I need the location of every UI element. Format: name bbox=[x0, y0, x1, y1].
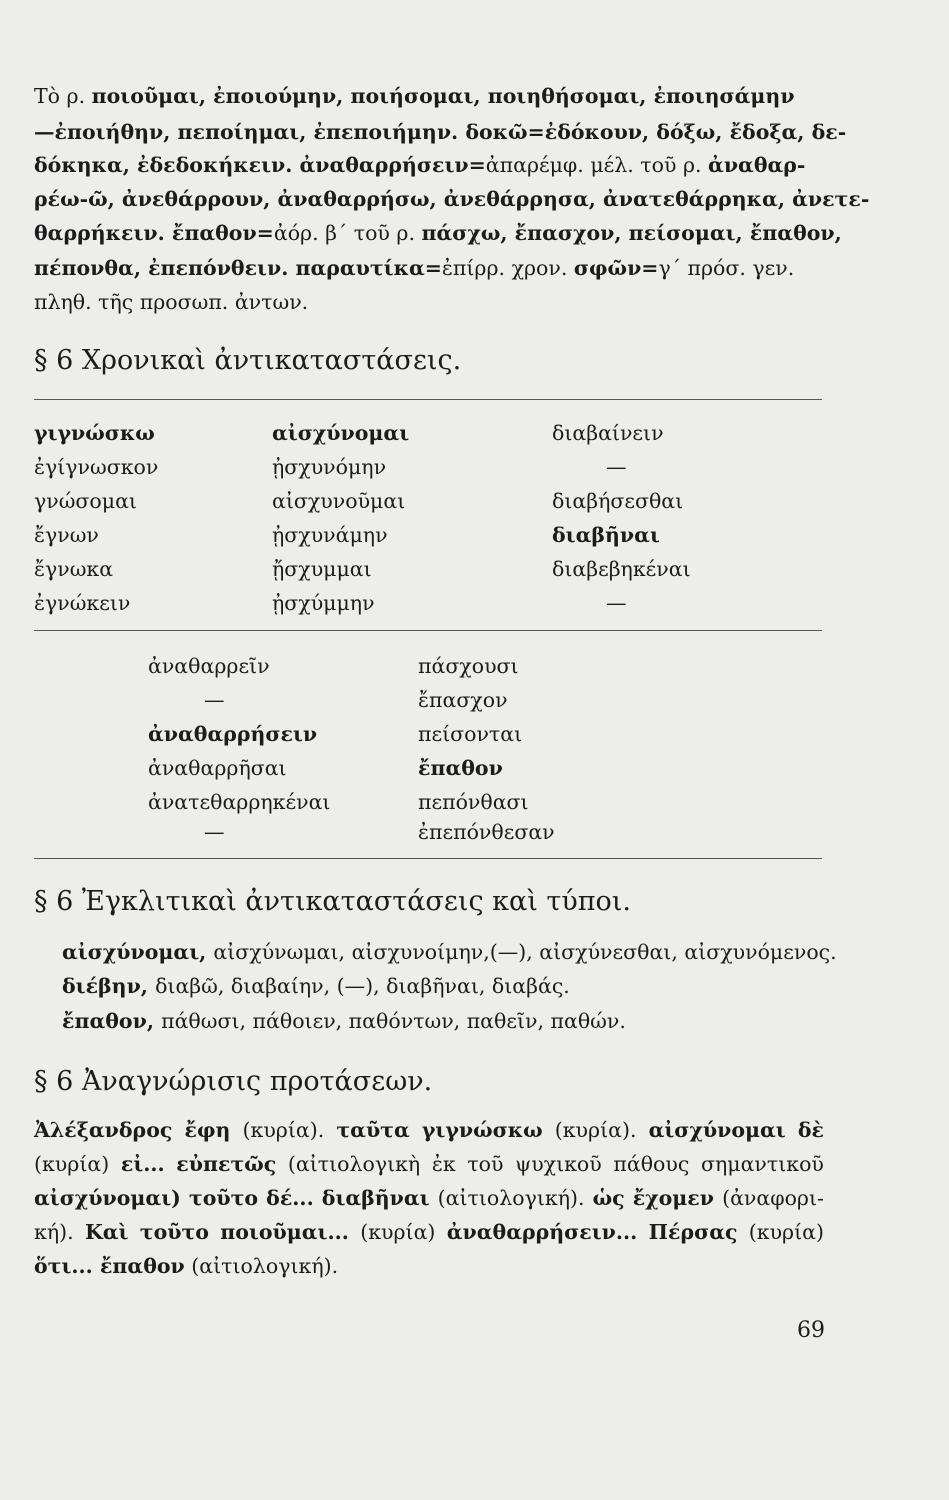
table-cell: ἀναθαρρεῖν bbox=[148, 654, 270, 678]
mood-forms-line: αἰσχύνομαι, αἰσχύνωμαι, αἰσχυνοίμην,(—), αἰσχύνεσθαι, αἰσχυνόμενος. bbox=[62, 940, 837, 964]
table-cell-dash: — bbox=[204, 820, 225, 844]
sentence-analysis-line: αἰσχύνομαι) τοῦτο δέ... διαβῆναι (αἰτιολογική). ὡς ἔχομεν (ἀναφορι- bbox=[34, 1186, 824, 1210]
table-cell: ἀνατεθαρρηκέναι bbox=[148, 790, 331, 814]
table-cell: διαβαίνειν bbox=[552, 421, 664, 445]
table-cell-dash: — bbox=[606, 591, 627, 615]
intro-line: πληθ. τῆς προσωπ. ἀντων. bbox=[34, 290, 309, 314]
sentence-analysis-line: (κυρία) εἰ... εὐπετῶς (αἰτιολογικὴ ἐκ τοῦ ψυχικοῦ πάθους σημαντικοῦ bbox=[34, 1152, 824, 1176]
table-cell-dash: — bbox=[204, 688, 225, 712]
table-cell: ἀναθαρρήσειν bbox=[148, 722, 318, 746]
sentence-analysis-line: κή). Καὶ τοῦτο ποιοῦμαι... (κυρία) ἀναθαρρήσειν... Πέρσας (κυρία) bbox=[34, 1220, 824, 1244]
table-cell: πάσχουσι bbox=[418, 654, 519, 678]
table-cell-dash: — bbox=[606, 455, 627, 479]
table-cell: διαβήσεσθαι bbox=[552, 489, 684, 513]
intro-line: πέπονθα, ἐπεπόνθειν. παραυτίκα=ἐπίρρ. χρον. σφῶν=γ΄ πρόσ. γεν. bbox=[34, 256, 795, 280]
mood-forms-line: ἔπαθον, πάθωσι, πάθοιεν, παθόντων, παθεῖν, παθών. bbox=[62, 1009, 626, 1033]
divider bbox=[34, 630, 822, 631]
table-cell: ἔγνων bbox=[34, 523, 99, 547]
sentence-analysis-line: Ἀλέξανδρος ἔφη (κυρία). ταῦτα γιγνώσκω (κυρία). αἰσχύνομαι δὲ bbox=[34, 1118, 824, 1142]
table-cell: διαβῆναι bbox=[552, 523, 660, 547]
table-cell: ἀναθαρρῆσαι bbox=[148, 756, 287, 780]
table-cell: γνώσομαι bbox=[34, 489, 137, 513]
table-cell: ἔπασχον bbox=[418, 688, 508, 712]
intro-line: Τὸ ρ. ποιοῦμαι, ἐποιούμην, ποιήσομαι, ποιηθήσομαι, ἐποιησάμην bbox=[34, 84, 795, 108]
section-heading-moods: § 6 Ἐγκλιτικαὶ ἀντικαταστάσεις καὶ τύποι. bbox=[34, 886, 631, 917]
table-cell: διαβεβηκέναι bbox=[552, 557, 691, 581]
divider bbox=[34, 858, 822, 859]
intro-line: θαρρήκειν. ἔπαθον=ἀόρ. β΄ τοῦ ρ. πάσχω, ἔπασχον, πείσομαι, ἔπαθον, bbox=[34, 221, 842, 245]
table-cell: πεπόνθασι bbox=[418, 790, 529, 814]
table-cell: ᾐσχυνόμην bbox=[272, 455, 387, 479]
intro-line: —ἐποιήθην, πεποίημαι, ἐπεποιήμην. δοκῶ=ἐδόκουν, δόξω, ἔδοξα, δε- bbox=[34, 120, 847, 144]
table-cell: αἰσχυνοῦμαι bbox=[272, 489, 406, 513]
divider bbox=[34, 399, 822, 400]
table-cell: ᾔσχυμμαι bbox=[272, 557, 372, 581]
table-cell: ᾐσχυνάμην bbox=[272, 523, 388, 547]
table-cell: ἔπαθον bbox=[418, 756, 503, 780]
section-heading-sentence-recognition: § 6 Ἀναγνώρισις προτάσεων. bbox=[34, 1066, 433, 1097]
intro-line: ρέω-ῶ, ἀνεθάρρουν, ἀναθαρρήσω, ἀνεθάρρησα, ἀνατεθάρρηκα, ἀνετε- bbox=[34, 187, 870, 211]
sentence-analysis-line: ὅτι... ἔπαθον (αἰτιολογική). bbox=[34, 1254, 339, 1278]
table-cell: πείσονται bbox=[418, 722, 523, 746]
table-cell: ἔγνωκα bbox=[34, 557, 114, 581]
table-cell: ἐπεπόνθεσαν bbox=[418, 820, 555, 844]
table-cell: γιγνώσκω bbox=[34, 421, 155, 445]
section-heading-tense-substitutions: § 6 Χρονικαὶ ἀντικαταστάσεις. bbox=[34, 345, 462, 376]
table-cell: ἐγνώκειν bbox=[34, 591, 131, 615]
table-cell: ᾐσχύμμην bbox=[272, 591, 375, 615]
page-number: 69 bbox=[797, 1318, 825, 1343]
intro-line: δόκηκα, ἐδεδοκήκειν. ἀναθαρρήσειν=ἀπαρέμφ. μέλ. τοῦ ρ. ἀναθαρ- bbox=[34, 153, 806, 177]
table-cell: αἰσχύνομαι bbox=[272, 421, 410, 445]
mood-forms-line: διέβην, διαβῶ, διαβαίην, (—), διαβῆναι, διαβάς. bbox=[62, 974, 570, 998]
table-cell: ἐγίγνωσκον bbox=[34, 455, 159, 479]
